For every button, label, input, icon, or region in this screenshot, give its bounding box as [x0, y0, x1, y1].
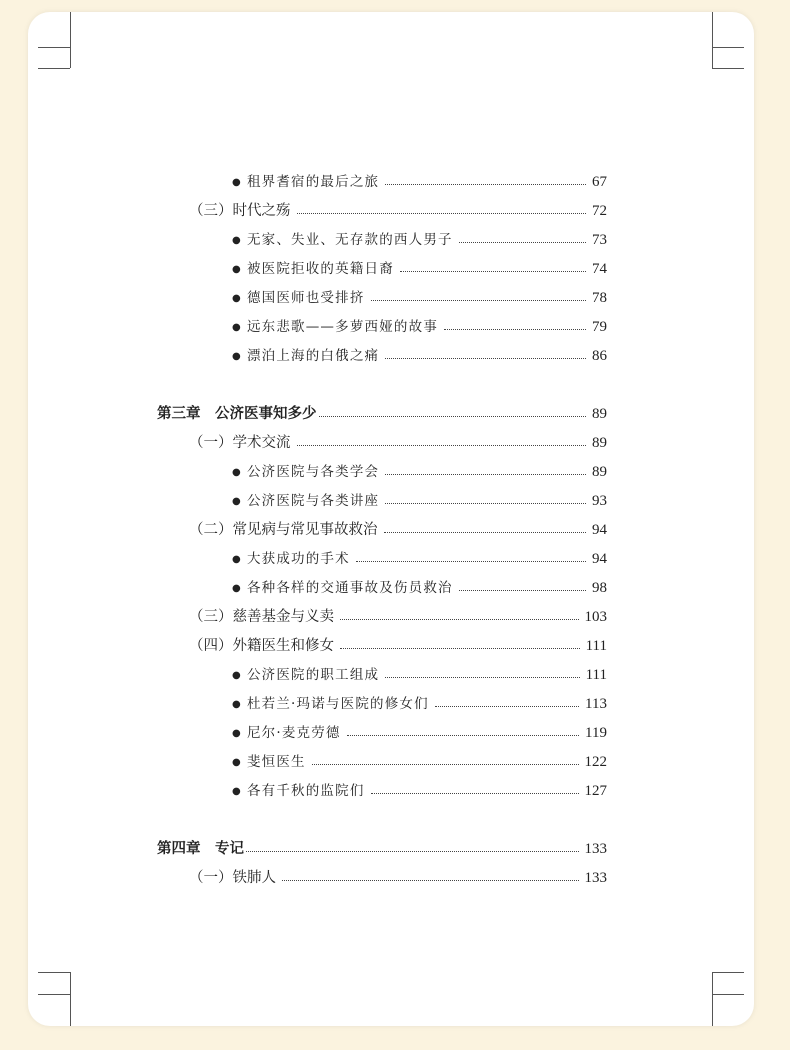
- leader-dots: [282, 879, 579, 881]
- bullet-icon: ●: [232, 756, 242, 768]
- toc-page-number: 89: [592, 406, 607, 422]
- toc-entry[interactable]: [157, 549, 607, 569]
- toc-page-number: 133: [584, 841, 607, 857]
- leader-dots: [400, 270, 586, 272]
- bullet-icon: ●: [232, 176, 242, 188]
- leader-dots: [297, 212, 587, 214]
- toc-entry-title: 尼尔·麦克劳德: [246, 724, 341, 741]
- leader-dots: [347, 734, 579, 736]
- toc-page-number: 111: [585, 667, 607, 683]
- toc-entry[interactable]: [157, 723, 607, 743]
- leader-dots: [297, 444, 587, 446]
- toc-entry-title: 租界耆宿的最后之旅: [246, 173, 380, 190]
- leader-dots: [356, 560, 586, 562]
- crop-mark: [712, 972, 713, 1026]
- bullet-icon: ●: [232, 582, 242, 594]
- toc-entry[interactable]: [157, 288, 607, 308]
- toc-entry-title: 公济医院与各类讲座: [246, 492, 380, 509]
- crop-mark: [70, 12, 71, 68]
- toc-entry-title: （一）学术交流: [189, 435, 291, 451]
- crop-mark: [38, 68, 70, 69]
- toc-entry-title: 斐恒医生: [246, 753, 306, 770]
- crop-mark: [38, 994, 70, 995]
- leader-dots: [371, 792, 579, 794]
- toc-entry-title: 各种各样的交通事故及伤员救治: [246, 579, 453, 596]
- bullet-icon: ●: [232, 698, 242, 710]
- toc-entry-title: （三）慈善基金与义卖: [189, 609, 334, 625]
- toc-entry-title: 杜若兰·玛诺与医院的修女们: [246, 695, 429, 712]
- crop-mark: [70, 972, 71, 1026]
- toc-page-number: 111: [585, 638, 607, 654]
- crop-mark: [712, 68, 744, 69]
- toc-entry-title: 德国医师也受排挤: [246, 289, 365, 306]
- toc-chapter[interactable]: [157, 839, 607, 859]
- toc-entry[interactable]: [157, 781, 607, 801]
- crop-mark: [712, 12, 713, 68]
- toc-entry-title: 各有千秋的监院们: [246, 782, 365, 799]
- toc-entry[interactable]: [157, 607, 607, 627]
- toc-entry[interactable]: [157, 665, 607, 685]
- leader-dots: [459, 589, 586, 591]
- toc-page-number: 113: [585, 696, 607, 712]
- toc-entry[interactable]: [157, 317, 607, 337]
- toc-entry-title: 公济医院与各类学会: [246, 463, 380, 480]
- toc-entry[interactable]: [157, 520, 607, 540]
- toc-page-number: 78: [592, 290, 607, 306]
- toc-entry[interactable]: [157, 694, 607, 714]
- toc-page-number: 89: [592, 435, 607, 451]
- toc-entry[interactable]: [157, 462, 607, 482]
- bullet-icon: ●: [232, 292, 242, 304]
- crop-mark: [712, 47, 744, 48]
- leader-dots: [459, 241, 586, 243]
- crop-mark: [38, 47, 70, 48]
- toc-page-number: 93: [592, 493, 607, 509]
- crop-mark: [712, 972, 744, 973]
- bullet-icon: ●: [232, 495, 242, 507]
- leader-dots: [384, 531, 587, 533]
- leader-dots: [385, 357, 586, 359]
- leader-dots: [340, 647, 580, 649]
- toc-page-number: 98: [592, 580, 607, 596]
- toc-entry-title: 漂泊上海的白俄之痛: [246, 347, 380, 364]
- bullet-icon: ●: [232, 785, 242, 797]
- leader-dots: [371, 299, 586, 301]
- toc-entry[interactable]: [157, 491, 607, 511]
- toc-entry[interactable]: [157, 752, 607, 772]
- bullet-icon: ●: [232, 321, 242, 333]
- toc-chapter[interactable]: [157, 404, 607, 424]
- leader-dots: [385, 473, 586, 475]
- toc-entry[interactable]: [157, 868, 607, 888]
- toc-entry-title: 公济医院的职工组成: [246, 666, 380, 683]
- toc-entry-title: 无家、失业、无存款的西人男子: [246, 231, 453, 248]
- toc-chapter-title: 第三章 公济医事知多少: [157, 406, 317, 422]
- toc-page-number: 103: [584, 609, 607, 625]
- bullet-icon: ●: [232, 234, 242, 246]
- toc-page-number: 74: [592, 261, 607, 277]
- toc-entry[interactable]: [157, 636, 607, 656]
- toc-page-number: 89: [592, 464, 607, 480]
- bullet-icon: ●: [232, 669, 242, 681]
- toc-entry-title: （二）常见病与常见事故救治: [189, 522, 378, 538]
- toc-entry[interactable]: [157, 578, 607, 598]
- toc-chapter-title: 第四章 专记: [157, 841, 244, 857]
- toc-entry[interactable]: [157, 259, 607, 279]
- toc-page-number: 79: [592, 319, 607, 335]
- toc-page-number: 72: [592, 203, 607, 219]
- bullet-icon: ●: [232, 350, 242, 362]
- toc-entry-title: （四）外籍医生和修女: [189, 638, 334, 654]
- toc-entry-title: 被医院拒收的英籍日裔: [246, 260, 394, 277]
- leader-dots: [385, 183, 586, 185]
- leader-dots: [319, 415, 587, 417]
- toc-entry-title: 大获成功的手术: [246, 550, 350, 567]
- toc-entry-title: （一）铁肺人: [189, 870, 276, 886]
- leader-dots: [246, 850, 579, 852]
- toc-page-number: 94: [592, 551, 607, 567]
- toc-page-number: 67: [592, 174, 607, 190]
- leader-dots: [340, 618, 579, 620]
- leader-dots: [444, 328, 586, 330]
- leader-dots: [435, 705, 579, 707]
- toc-entry[interactable]: [157, 201, 607, 221]
- toc-page-number: 122: [584, 754, 607, 770]
- toc-entry[interactable]: [157, 433, 607, 453]
- leader-dots: [385, 676, 579, 678]
- bullet-icon: ●: [232, 466, 242, 478]
- toc-page-number: 119: [585, 725, 607, 741]
- bullet-icon: ●: [232, 263, 242, 275]
- toc-entry[interactable]: [157, 230, 607, 250]
- toc-page-number: 73: [592, 232, 607, 248]
- toc-entry[interactable]: [157, 172, 607, 192]
- toc-entry-title: 远东悲歌——多萝西娅的故事: [246, 318, 439, 335]
- bullet-icon: ●: [232, 727, 242, 739]
- crop-mark: [712, 994, 744, 995]
- toc-page-number: 133: [584, 870, 607, 886]
- leader-dots: [385, 502, 586, 504]
- toc-entry-title: （三）时代之殇: [189, 203, 291, 219]
- bullet-icon: ●: [232, 553, 242, 565]
- crop-mark: [38, 972, 70, 973]
- leader-dots: [312, 763, 579, 765]
- toc-page-number: 94: [592, 522, 607, 538]
- toc-page-number: 127: [584, 783, 607, 799]
- toc-entry[interactable]: [157, 346, 607, 366]
- toc-page-number: 86: [592, 348, 607, 364]
